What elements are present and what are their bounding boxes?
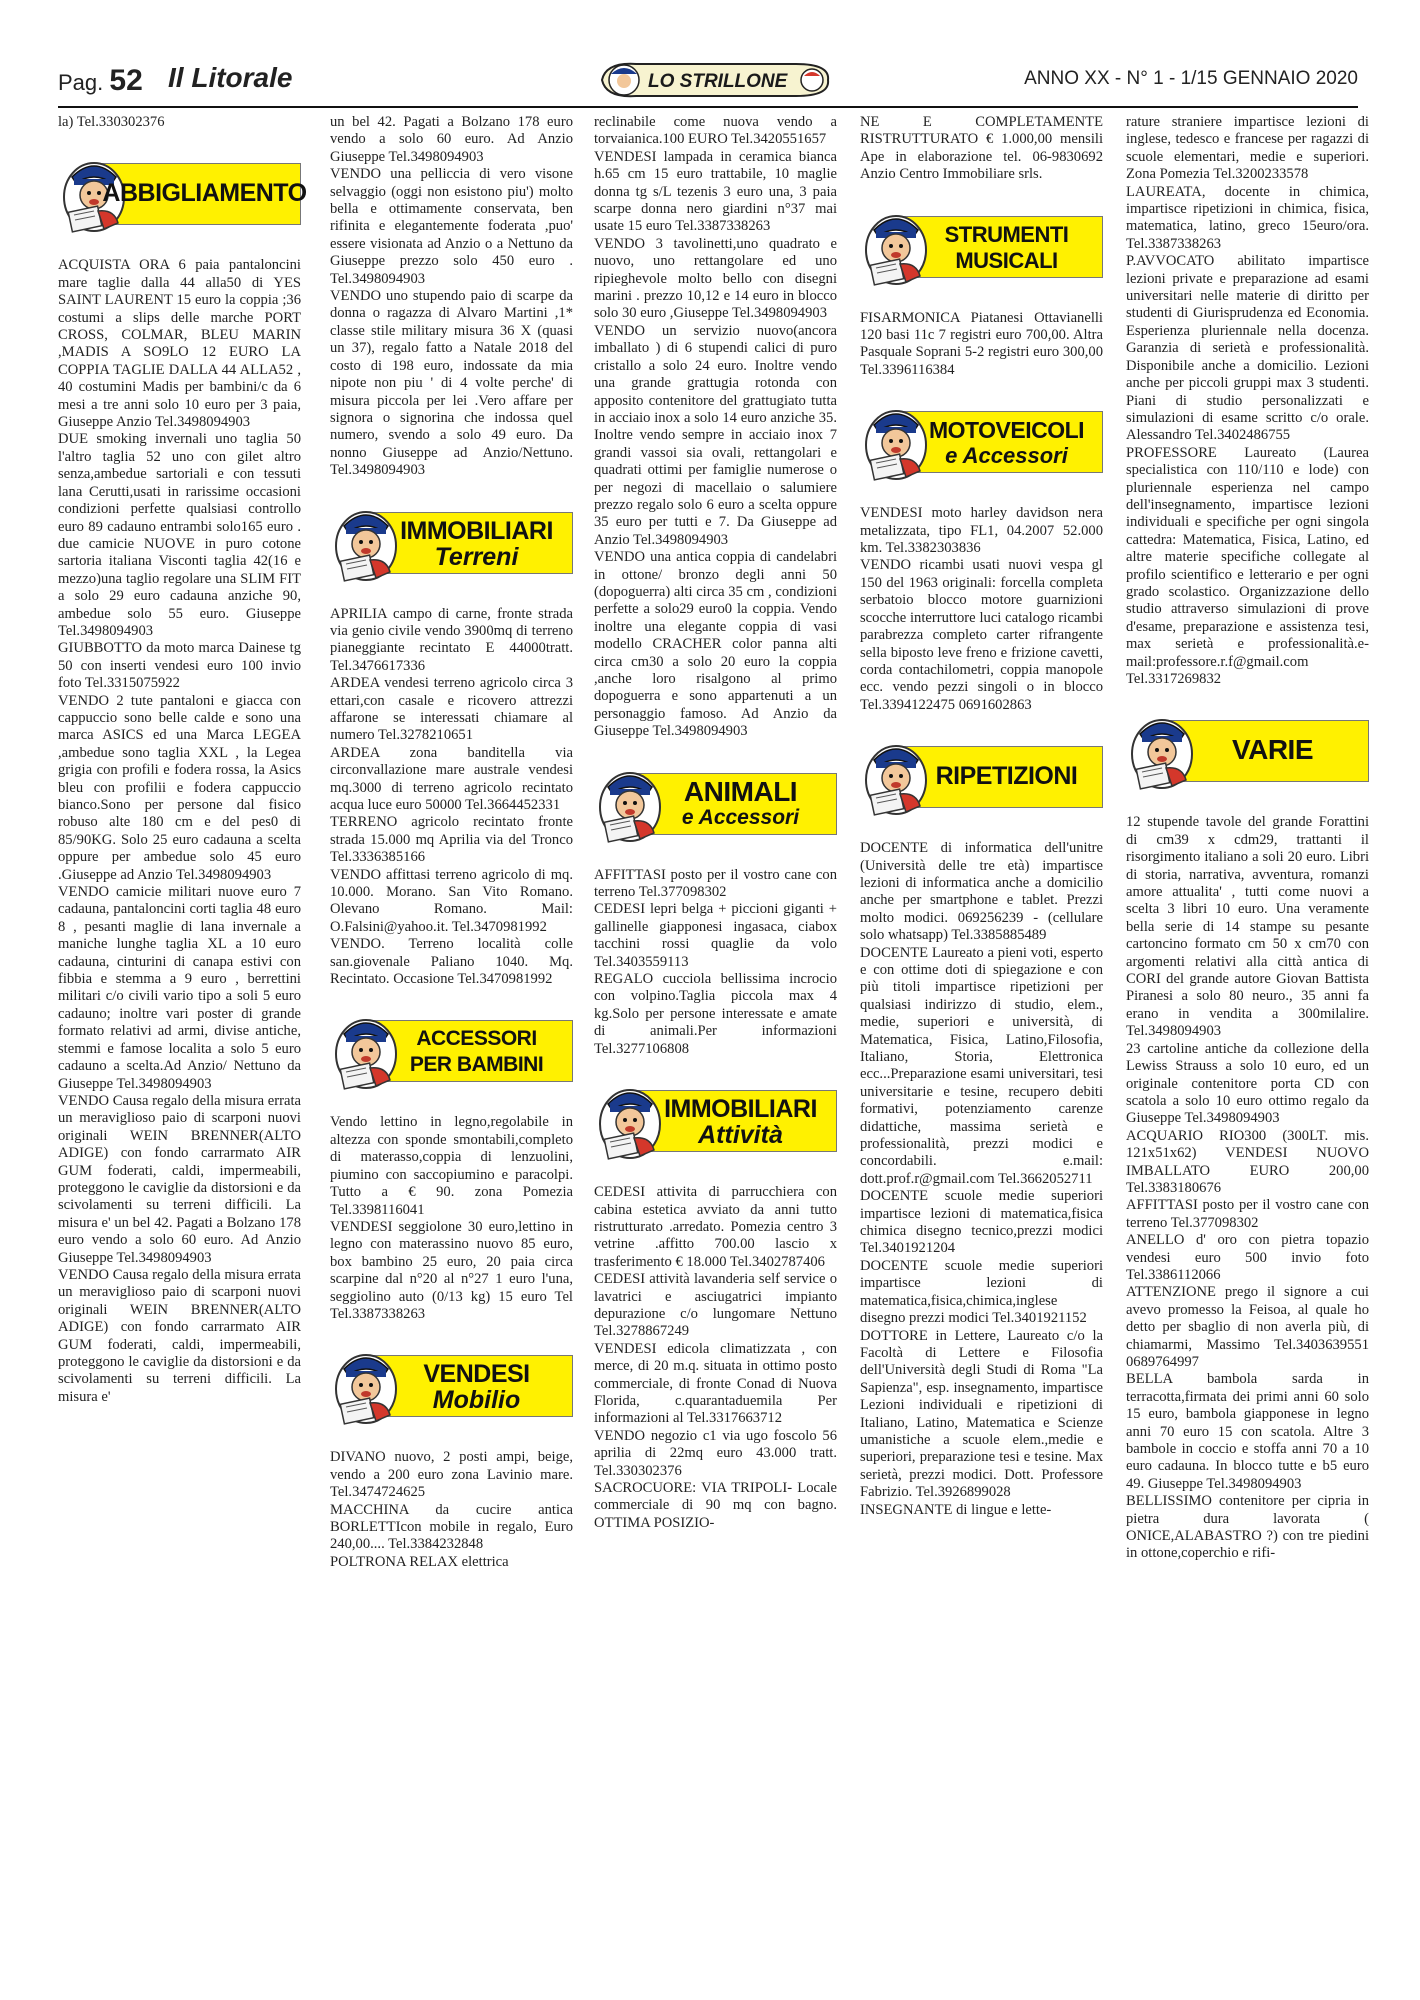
- section-banner-abbigliamento: [58, 153, 307, 237]
- banner-subline: Terreni: [434, 542, 519, 571]
- banner-subline: Mobilio: [432, 1386, 521, 1415]
- section-banner-immobiliari-attivita: [594, 1080, 837, 1164]
- ad-text: ANELLO d' oro con pietra topazio vendesi euro 500 invio foto Tel.3386112066: [1126, 1232, 1369, 1283]
- ad-text: DOCENTE di informatica dell'unitre (Università delle tre età) impartisce lezioni di informatica anche a domicilio anche per smartphone e tablet. Prezzi molto modici. 069256239 - (cellulare solo whatsapp) Tel.3385885489: [860, 840, 1103, 944]
- logo-text: LO STRILLONE: [648, 71, 788, 92]
- banner-line: MOTOVEICOLI: [928, 417, 1085, 444]
- issue-date: ANNO XX - N° 1 - 1/15 GENNAIO 2020: [1024, 68, 1358, 89]
- ad-text: NE E COMPLETAMENTE RISTRUTTURATO € 1.000,00 mensili Ape in elaborazione tel. 06-9830692 Anzio Centro Immobiliare srls.: [860, 114, 1103, 183]
- ad-text: VENDO un servizio nuovo(ancora imballato ) di 6 stupendi calici di puro cristallo a solo 24 euro. Inoltre vendo una grande grattugia rotonda con apposito contenitore del grattugiato tutta in acciaio inox a solo 14 euro anziche 35. Inoltre vendo sempre in acciaio inox 7 grandi vassoi sia ovali, rettangolari e quadrati ottimi per famiglie numerose o per negozi di macellaio o salumiere prezzo regalo solo 6 euro a scelta oppure 35 euro per tutti e 7. Da Giuseppe ad Anzio Tel.3498094903: [594, 322, 837, 548]
- ad-text: INSEGNANTE di lingue e lette-: [860, 1501, 1052, 1518]
- banner-line: VENDESI: [423, 1360, 530, 1389]
- page-header: [58, 58, 1358, 106]
- ad-text: SACROCUORE: VIA TRIPOLI- Locale commerciale di 90 mq con bagno. OTTIMA POSIZIO-: [594, 1480, 837, 1531]
- section-banner-ripetizioni: [860, 736, 1103, 820]
- banner-title: [648, 1094, 833, 1150]
- banner-title: [648, 777, 833, 833]
- ad-text: VENDO affittasi terreno agricolo di mq. 10.000. Morano. San Vito Romano. Olevano Romano. Mail: O.Falsini@yahoo.it. Tel.3470981992: [330, 866, 573, 935]
- column-3: [594, 114, 837, 1532]
- ad-text: VENDO Causa regalo della misura errata un meraviglioso paio di scarponi nuovi originali WEIN BRENNER(ALTO ADIGE) con fondo carrarmato AIR GUM foderati, caldi, impermeabili, proteggono le caviglie da distorsioni e da scivolamenti su terreni difficili. La misura e' un bel 42. Pagati a Bolzano 178 euro vendo a solo 60 euro. Ad Anzio Giuseppe Tel.3498094903: [58, 1092, 301, 1266]
- ad-text: CEDESI lepri belga + piccioni giganti + gallinelle giapponesi ingasaca, ciabox tacchini rossi quaglie da volo Tel.3403559113: [594, 901, 837, 970]
- ad-text: un bel 42. Pagati a Bolzano 178 euro vendo a solo 60 euro. Ad Anzio Giuseppe Tel.3498094903: [330, 114, 573, 165]
- ad-text: FISARMONICA Piatanesi Ottavianelli 120 basi 11c 7 registri euro 700,00. Altra Pasquale Soprani 5-2 registri euro 300,00 Tel.3396116384: [860, 309, 1103, 378]
- banner-subline: Attività: [698, 1121, 783, 1150]
- column-5: [1126, 114, 1369, 1563]
- ad-text: ACQUISTA ORA 6 paia pantaloncini mare taglie dalla 44 alla50 di YES SAINT LAURENT 15 euro la coppia ;36 costumi a slips delle marche PORT CROSS, COLMAR, BLEU MARIN ,MADIS A SO9LO 12 EURO LA COPPIA TAGLIE DALLA 44 ALLA52 , 40 costumini Madis per bambini/c da 6 mesi a tre anni solo 10 euro per 3 paia, Giuseppe Anzio Tel.3498094903: [58, 257, 301, 431]
- ad-text: BELLA bambola sarda in terracotta,firmata dei primi anni 60 solo 15 euro, bambola giapponese in legno anni 70 euro 15 con scatola. Altre 3 bambole in coccio e stoffa anni 70 a 10 euro cadauna. In blocco tutte e b5 euro 49. Giuseppe Tel.3498094903: [1126, 1371, 1369, 1492]
- ad-text: CEDESI attività lavanderia self service o lavatrici e asciugatrici impianto depurazione c/o lungomare Nettuno Tel.3278867249: [594, 1271, 837, 1340]
- section-banner-strumenti-musicali: [860, 206, 1103, 290]
- column-2: [330, 114, 573, 1571]
- ad-text: GIUBBOTTO da moto marca Dainese tg 50 con inserti vendesi euro 100 invio foto Tel.3315075922: [58, 640, 301, 692]
- banner-subline: e Accessori: [945, 443, 1068, 469]
- ad-text: VENDO camicie militari nuove euro 7 cadauna, pantaloncini corti taglia 48 euro 8 , pesanti maglie di lana invernale a maniche lunghe taglia XL a 10 euro cadauna, cinturini di canapa estivi con fibbia e stemma a 9 euro , berrettini militari c/o civili vario tipo a soli 5 euro cadauno; inoltre vari poster di grande formato relativi ad armi, divise antiche, stemmi e famose localita a solo 5 euro cadauno a scelta.Ad Anzio/ Nettuno da Giuseppe Tel.3498094903: [58, 884, 301, 1092]
- ad-text: LAUREATA, docente in chimica, impartisce ripetizioni in chimica, fisica, matematica, latino, greco 15euro/ora. Tel.3387338263: [1126, 183, 1369, 252]
- banner-line: IMMOBILIARI: [664, 1095, 817, 1124]
- banner-line: ANIMALI: [683, 775, 798, 807]
- ad-text: ACQUARIO RIO300 (300LT. mis. 121x51x62) VENDESI NUOVO IMBALLATO EURO 200,00 Tel.3383180676: [1126, 1127, 1369, 1196]
- ad-text: VENDESI lampada in ceramica bianca h.65 cm 15 euro trattabile, 10 maglie donna tg s/L tezenis 3 euro una, 3 paia scarpe donna nero giardini n°37 mai usate 15 euro Tel.3387338263: [594, 148, 837, 235]
- header-rule: [58, 106, 1358, 108]
- ad-text: P.AVVOCATO abilitato impartisce lezioni private e preparazione ad esami universitari nelle materie di diritto per studenti di Giurisprudenza ed Economia. Esperienza pluriennale nella docenza. Garanzia di serietà e professionalità. Disponibile anche a domicilio. Lezioni anche per piccoli gruppi max 3 studenti. Piani di studio personalizzati e simulazioni di esame scritto c/o orale. Alessandro Tel.3402486755: [1126, 253, 1369, 444]
- banner-line: STRUMENTI: [944, 221, 1069, 247]
- ad-text: VENDO negozio c1 via ugo foscolo 56 aprilia di 22mq euro 43.000 tratt. Tel.330302376: [594, 1427, 837, 1479]
- ad-text: VENDO 2 tute pantaloni e giacca con cappuccio sono belle calde e sono una marca ASICS ed una Marca LEGEA ,ambedue sono taglia XXL , la Legea grigia con profili e fodera rossa, la Asics bleu con profilii e fodera cappuccio bianco.Sono per persone dal fisico robuso alte 180 cm e del pes0 di 85/90KG. Solo 25 euro cadauna a scelta oppure per ambedue solo 45 euro .Giuseppe ad Anzio Tel.3498094903: [58, 692, 301, 883]
- pag-label: Pag.: [58, 70, 104, 95]
- ad-text: 23 cartoline antiche da collezione della Lewiss Strauss a solo 10 euro, ed un originale contenitore porta CD con scatola a solo 10 euro ottimo regalo da Giuseppe Tel.3498094903: [1126, 1040, 1369, 1127]
- banner-line: RIPETIZIONI: [935, 762, 1078, 791]
- banner-title: [1180, 720, 1365, 780]
- banner-title: [384, 1024, 569, 1080]
- ad-text: POLTRONA RELAX elettrica: [330, 1553, 509, 1570]
- banner-subline: e Accessori: [681, 805, 800, 829]
- section-banner-varie: [1126, 710, 1369, 794]
- ad-text: VENDO una antica coppia di candelabri in ottone/ bronzo degli anni 50 (dopoguerra) alti circa 35 cm , condizioni perfette a solo29 euro0 la coppia. Vendo inoltre una elegante coppia di vasi modello CRACHER color panna alti circa cm30 a solo 20 euro la coppia ,anche loro risalgono al primo dopoguerra e sono appartenuti a un personaggio famoso. Ad Anzio da Giuseppe Tel.3498094903: [594, 549, 837, 740]
- ad-text: CEDESI attivita di parrucchiera con cabina estetica avviato da anni tutto ristrutturato .arredato. Pomezia centro 3 vetrine .affitto 700.00 lascio x trasferimento € 18.000 Tel.3402787406: [594, 1184, 837, 1270]
- page-label: [58, 64, 143, 98]
- banner-subline: MUSICALI: [955, 247, 1058, 273]
- ad-text: ATTENZIONE prego il signore a cui avevo promesso la Feisoa, al quale ho detto per sbaglio di non averla più, di chiamarmi, Massimo Tel.3403639551 0689764997: [1126, 1284, 1369, 1370]
- ad-text: APRILIA campo di carne, fronte strada via genio civile vendo 3900mq di terreno pianeggiante recintato E 44000tratt. Tel.3476617336: [330, 605, 573, 674]
- column-1: [58, 114, 307, 1406]
- ad-text: DOTTORE in Lettere, Laureato c/o la Facoltà di Lettere e Filosofia dell'Università degli Studi di Roma "La Sapienza", esp. insegnamento, impartisce Lezioni individuali e ripetizioni di Italiano, Latino, Matematica e Scienze umanistiche a scuole elem.,medie e superiori, preparazione tesi e tesine. Max serietà, prezzi modici. Dott. Professore Fabrizio. Tel.3926899028: [860, 1327, 1103, 1501]
- ad-text: ARDEA zona banditella via circonvallazione mare australe vendesi mq.3000 di terreno agricolo recintato acqua luce euro 50000 Tel.3664452331: [330, 744, 573, 813]
- ad-text: VENDESI seggiolone 30 euro,lettino in legno con materassino nuovo 85 euro, box bambino 25 euro, 20 paia circa scarpine dal n°20 al n°27 1 euro l'una, seggiolino auto (0/13 kg) 15 euro Tel Tel.3387338263: [330, 1218, 573, 1322]
- ad-text: VENDO Causa regalo della misura errata un meraviglioso paio di scarponi nuovi originali WEIN BRENNER(ALTO ADIGE) con fondo carrarmato AIR GUM foderati, caldi, impermeabili, proteggono le caviglie da distorsioni e da scivolamenti su terreni difficili. La misura e': [58, 1266, 301, 1405]
- ad-text: reclinabile come nuova vendo a torvaianica.100 EURO Tel.3420551657: [594, 114, 837, 148]
- ad-text: DOCENTE scuole medie superiori impartisce lezioni di matematica,fisica,chimica,inglese disegno prezzi modici Tel.3401921152: [860, 1257, 1103, 1327]
- ad-text: DOCENTE scuole medie superiori impartisce lezioni di matematica,fisica chimica disegno tecnico,prezzi modici Tel.3401921204: [860, 1188, 1103, 1257]
- ad-text: DUE smoking invernali uno taglia 50 l'altro taglia 52 uno con gilet altro senza,ambedue sartoriali e con tessuti lana Cerutti,usati in rarissime occasioni condizioni perfette qualsiasi controllo euro 89 cadauno entrambi solo165 euro . due camicie NUOVE in puro cotone sartoria italiana Visconti taglia 42(16 e mezzo)una taglio regolare una SLIM FIT a solo 29 euro cadauna anziche 90, ambedue solo 55 euro. Giuseppe Tel.3498094903: [58, 431, 301, 639]
- ad-text: MACCHINA da cucire antica BORLETTIcon mobile in regalo, Euro 240,00.... Tel.3384232848: [330, 1501, 573, 1553]
- ad-text: DOCENTE Laureato a pieni voti, esperto e con ottime doti di spiegazione e con più titoli impartisce ripetizioni per qualsiasi indirizzo di studio, elem., medie, superiori e università, di Matematica, Fisica, Latino,Filosofia, Italiano, Storia, Elettronica ecc...Preparazione esami universitari, tesi universitarie e tesine, recupero debiti formativi, potenziamento carenze didattiche, massima serietà e professionalità, prezzi modici e concordabili. e.mail: dott.prof.r@gmail.com Tel.3662052711: [860, 944, 1103, 1187]
- ad-text: 12 stupende tavole del grande Forattini di cm39 x cdm29, trattanti il risorgimento italiano a soli 20 euro. Libri di storia, narrativa, avventura, romanzi amore attualita' , tutti come nuovi a scelta 3 libri 10 euro. Una veramente bella serie di 14 stampe su pesante cartoncino formato cm 50 x cm70 con argomenti relativi alla città antica di CORI del grande autore Giovan Battista Piranesi a solo 80 neuro., 35 anni fa erano in vendita a 300milalire. Tel.3498094903: [1126, 814, 1369, 1040]
- ad-text: VENDO. Terreno località colle san.giovenale Paliano 1040. Mq. Recintato. Occasione Tel.3470981992: [330, 936, 573, 988]
- banner-line: IMMOBILIARI: [400, 516, 553, 545]
- banner-subline: PER BAMBINI: [409, 1053, 544, 1077]
- ad-text: VENDO uno stupendo paio di scarpe da donna o ragazza di Alvaro Martini ,1* classe stile military misura 36 X (quasi un 37), regalo fatto a Natale 2018 del costo di 198 euro, indossate da mia nipote non piu ' di 4 volte perche' di misura piccola per lei .Vero affare per signora o signorina che indossa quel numero, svendo a solo 49 euro. Da nonno Giuseppe ad Anzio/Nettuno. Tel.3498094903: [330, 288, 573, 479]
- ad-text: ARDEA vendesi terreno agricolo circa 3 ettari,con casale e ricovero attrezzi affarone se interessati chiamare al numero Tel.3278210651: [330, 675, 573, 744]
- banner-title: [102, 163, 307, 223]
- page-number: 52: [109, 64, 143, 97]
- ad-text: rature straniere impartisce lezioni di inglese, tedesco e francese per ragazzi di scuole elementari, medie e superiori. Zona Pomezia Tel.3200233578: [1126, 114, 1369, 183]
- banner-title: [914, 415, 1099, 471]
- ad-text: VENDO 3 tavolinetti,uno quadrato e nuovo, uno rettangolare ed uno ripieghevole molto bello con disegni marini . prezzo 10,12 e 14 euro in blocco solo 30 euro ,Giuseppe Tel.3498094903: [594, 235, 837, 322]
- banner-title: [384, 516, 569, 572]
- banner-title: [384, 1359, 569, 1415]
- ad-text: VENDO una pelliccia di vero visone selvaggio (oggi non esistono piu') molto bella e ottimamente conservata, ben rifinita e elegantemente foderata ,puo' essere visionata ad Anzio o a Nettuno da Giuseppe prezzo solo 450 euro . Tel.3498094903: [330, 166, 573, 287]
- banner-title: [914, 220, 1099, 276]
- ad-text: Vendo lettino in legno,regolabile in altezza con sponde smontabili,completo di materasso,coppia di lenzuolini, piumino con saccopiumino e paracolpi. Tutto a € 90. zona Pomezia Tel.3398116041: [330, 1114, 573, 1218]
- ad-text: la) Tel.330302376: [58, 114, 165, 130]
- lo-strillone-logo: [596, 58, 834, 102]
- ad-text: AFFITTASI posto per il vostro cane con terreno Tel.377098302: [1126, 1197, 1369, 1231]
- banner-line: ABBIGLIAMENTO: [102, 179, 307, 208]
- section-banner-motoveicoli: [860, 401, 1103, 485]
- ad-text: REGALO cucciola bellissima incrocio con volpino.Taglia piccola max 4 kg.Solo per persone interessate e amate di animali.Per informazioni Tel.3277106808: [594, 971, 837, 1057]
- ad-text: VENDO ricambi usati nuovi vespa gl 150 del 1963 originali: forcella completa serbatoio blocco motore guarnizioni scocche interruttore luci catalogo ricambi parabrezza completo carter rifrangente sella biposto leve freno e frizione cavetti, corda contachilometri, coppia manopole ecc. vendo pezzi singoli o in blocco Tel.3394122475 0691602863: [860, 557, 1103, 713]
- ad-text: VENDESI moto harley davidson nera metalizzata, tipo FL1, 04.2007 52.000 km. Tel.3382303836: [860, 505, 1103, 557]
- section-banner-animali: [594, 763, 837, 847]
- ad-text: PROFESSORE Laureato (Laurea specialistica con 110/110 e lode) con pluriennale esperienza nel campo dell'insegnamento, impartisce lezioni individuali e specifiche per ogni singola cattedra: Matematica, Fisica, Latino, ed altre materie specifiche collegate al profilo scientifico e letterario e per ogni grado scolastico. Organizzazione dello studio attraverso simulazioni di prove d'esame, preparazione e assistenza tesi, max serietà e professionalità.e-mail:professore.r.f@gmail.com Tel.3317269832: [1126, 444, 1369, 687]
- ad-text: AFFITTASI posto per il vostro cane con terreno Tel.377098302: [594, 866, 837, 901]
- publication-title: Il Litorale: [168, 62, 293, 93]
- column-4: [860, 114, 1103, 1519]
- banner-line: VARIE: [1232, 734, 1313, 766]
- section-banner-vendesi-mobilio: [330, 1345, 573, 1429]
- ad-text: TERRENO agricolo recintato fronte strada 15.000 mq Aprilia via del Tronco Tel.3336385166: [330, 814, 573, 866]
- banner-line: ACCESSORI: [416, 1027, 537, 1051]
- section-banner-immobiliari-terreni: [330, 502, 573, 586]
- banner-title: [914, 746, 1099, 806]
- ad-text: VENDESI edicola climatizzata , con merce, di 20 m.q. situata in ottimo posto commerciale, di fronte Conad di Nuova Florida, c.quarantaduemila Per informazioni al Tel.3317663712: [594, 1340, 837, 1427]
- section-banner-accessori-bambini: [330, 1010, 573, 1094]
- ad-text: BELLISSIMO contenitore per cipria in pietra dura lavorata ( ONICE,ALABASTRO ?) con tre piedini in ottone,coperchio e rifi-: [1126, 1493, 1369, 1562]
- ad-text: DIVANO nuovo, 2 posti ampi, beige, vendo a 200 euro zona Lavinio mare. Tel.3474724625: [330, 1449, 573, 1501]
